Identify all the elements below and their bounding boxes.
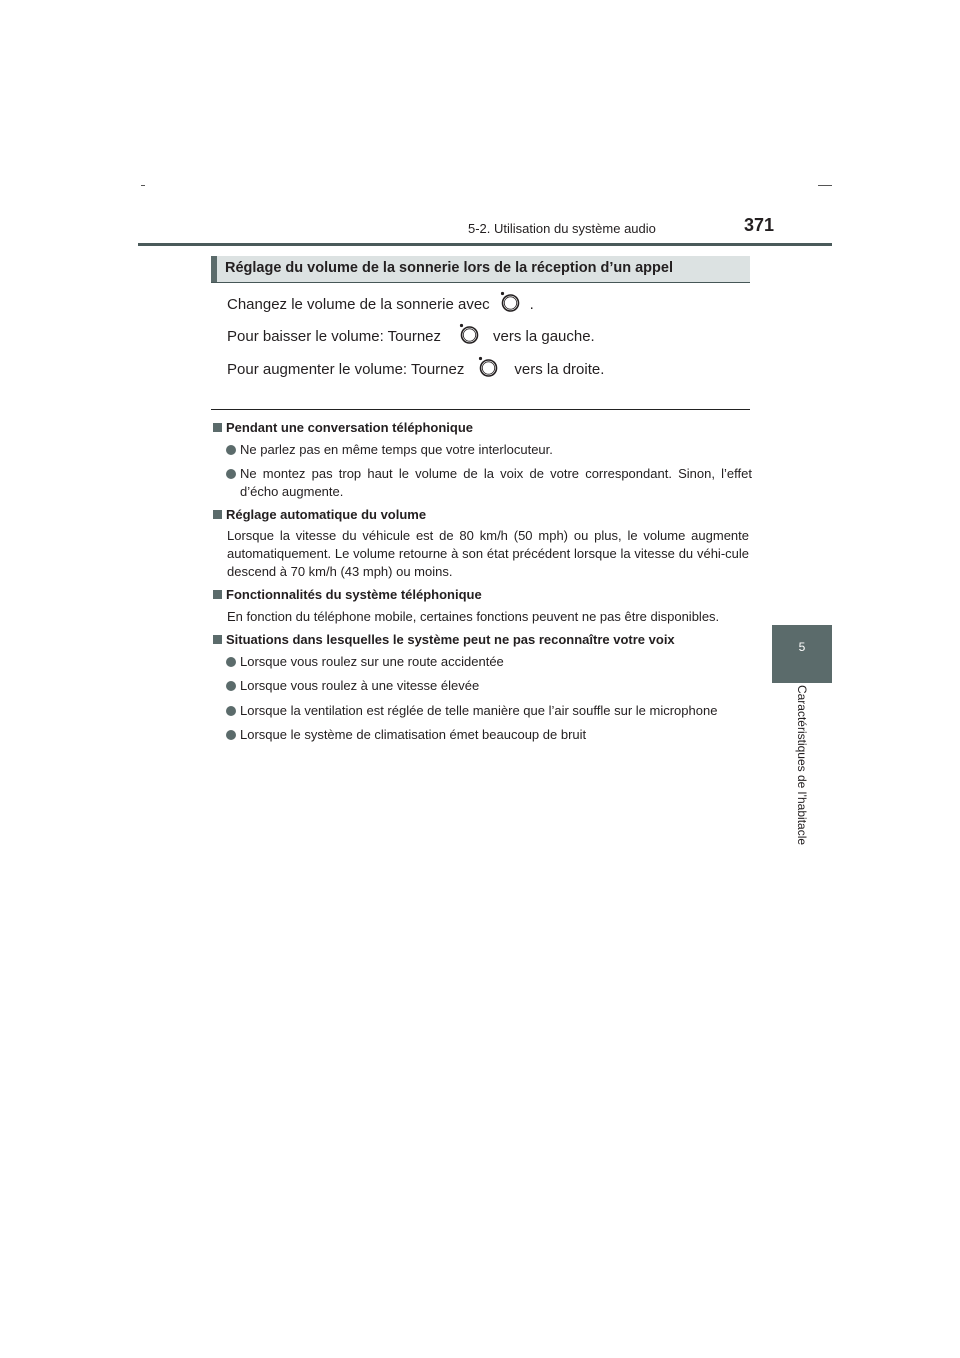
round-bullet-icon — [226, 469, 236, 479]
section-title-accent — [211, 256, 217, 282]
note-heading-text: Situations dans lesquelles le système peut ne pas reconnaître votre voix — [226, 632, 675, 647]
square-bullet-icon — [213, 510, 222, 519]
round-bullet-icon — [226, 706, 236, 716]
section-title: Réglage du volume de la sonnerie lors de la réception d’un appel — [225, 260, 673, 276]
note-bullet — [226, 726, 752, 744]
section-divider — [211, 409, 750, 410]
round-bullet-icon — [226, 445, 236, 455]
note-bullet-text: Lorsque vous roulez sur une route accidentée — [240, 654, 504, 669]
instruction-text-end: . — [529, 296, 534, 313]
note-heading — [213, 420, 473, 435]
note-heading — [213, 507, 426, 522]
note-heading — [213, 587, 482, 602]
square-bullet-icon — [213, 590, 222, 599]
instruction-text: Pour baisser le volume: Tournez — [227, 328, 441, 345]
note-bullet-text: Ne montez pas trop haut le volume de la voix de votre correspondant. Sinon, l’effet d’écho augmente. — [240, 466, 752, 499]
note-bullet-text: Ne parlez pas en même temps que votre interlocuteur. — [240, 442, 553, 457]
note-paragraph: Lorsque la vitesse du véhicule est de 80 km/h (50 mph) ou plus, le volume augmente automatiquement. Le volume retourne à son état précédent lorsque la vitesse du véhi-cule descend à 70 km/h (43 mph) ou moins. — [227, 528, 749, 579]
crop-mark-left — [141, 185, 145, 186]
volume-knob-icon — [500, 291, 518, 311]
note-heading — [213, 632, 675, 647]
round-bullet-icon — [226, 657, 236, 667]
note-heading-text: Fonctionnalités du système téléphonique — [226, 587, 482, 602]
instruction-text-end: vers la droite. — [514, 361, 605, 378]
note-bullet-text: Lorsque la ventilation est réglée de telle manière que l’air souffle sur le microphone — [240, 703, 718, 718]
note-bullet — [226, 702, 752, 720]
instruction-line — [227, 361, 604, 381]
note-bullet-text: Lorsque vous roulez à une vitesse élevée — [240, 678, 480, 693]
note-bullet — [226, 441, 752, 459]
crop-mark-right — [818, 185, 832, 186]
note-bullet — [226, 465, 752, 501]
chapter-title: Caractéristiques de l’habitacle — [795, 684, 809, 846]
section-title-bar — [211, 256, 750, 283]
volume-knob-icon — [459, 323, 477, 343]
square-bullet-icon — [213, 423, 222, 432]
page-number: 371 — [744, 215, 775, 235]
note-heading-text: Pendant une conversation téléphonique — [226, 420, 474, 435]
note-paragraph: En fonction du téléphone mobile, certaines fonctions peuvent ne pas être disponibles. — [227, 609, 720, 624]
round-bullet-icon — [226, 730, 236, 740]
header-rule — [138, 243, 832, 246]
chapter-number: 5 — [798, 640, 806, 654]
instruction-text-end: vers la gauche. — [493, 328, 595, 345]
note-heading-text: Réglage automatique du volume — [226, 507, 427, 522]
volume-knob-icon — [478, 356, 496, 376]
note-bullet — [226, 653, 752, 671]
note-bullet-text: Lorsque le système de climatisation émet beaucoup de bruit — [240, 727, 587, 742]
round-bullet-icon — [226, 681, 236, 691]
instruction-line — [227, 328, 595, 348]
instruction-line — [227, 296, 534, 316]
square-bullet-icon — [213, 635, 222, 644]
instruction-text: Pour augmenter le volume: Tournez — [227, 361, 465, 378]
header-section-title: 5-2. Utilisation du système audio — [468, 221, 656, 236]
note-bullet — [226, 677, 752, 695]
instruction-text: Changez le volume de la sonnerie avec — [227, 296, 490, 313]
